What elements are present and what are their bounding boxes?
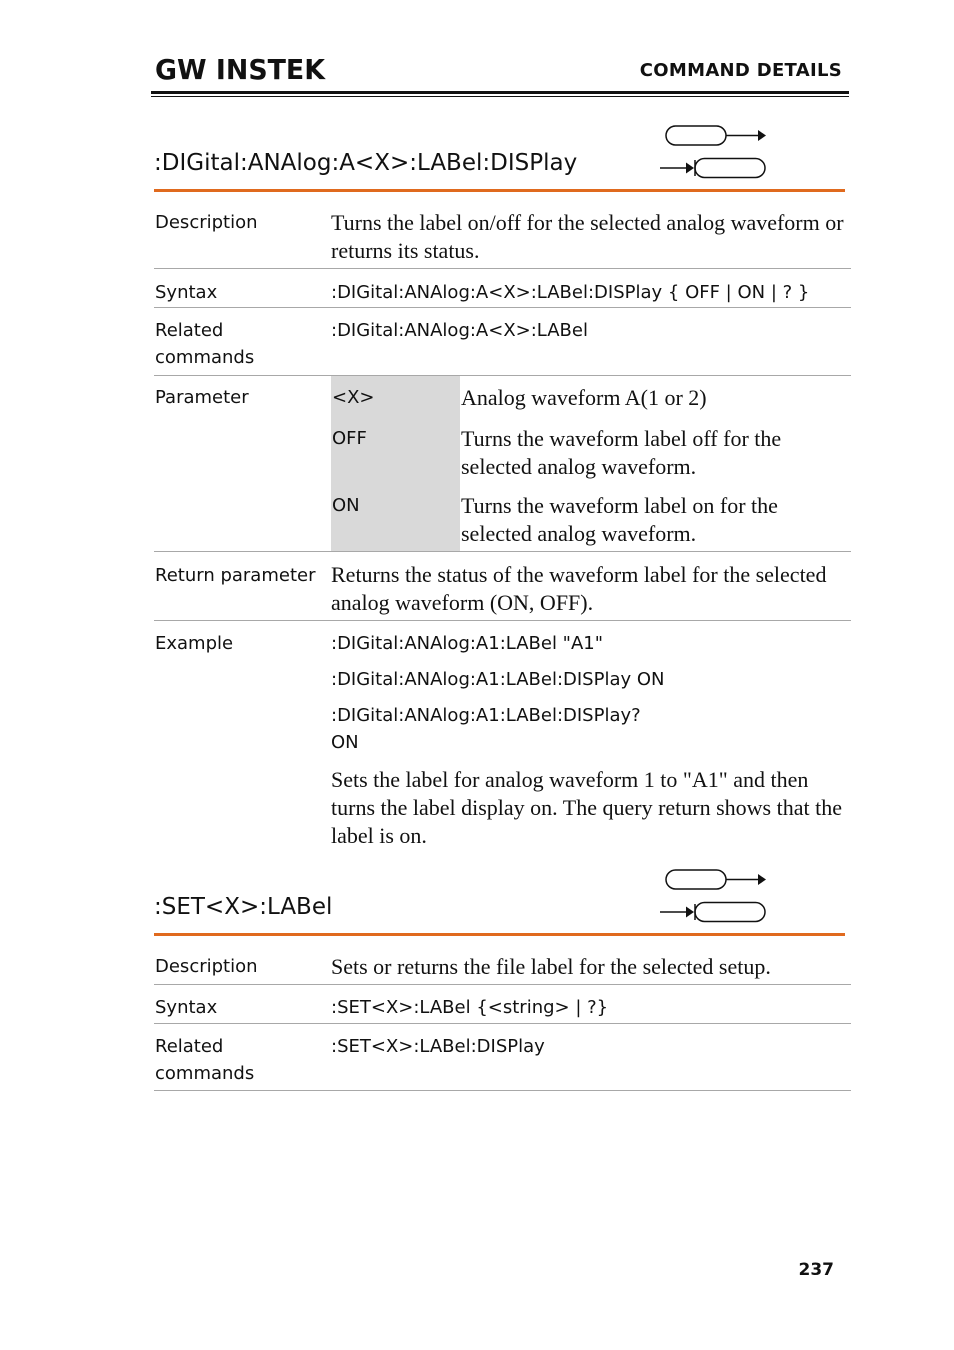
parameter-key: <X> [332,387,375,408]
row-divider [154,984,851,985]
svg-text:GW INSTEK: GW INSTEK [155,53,327,84]
row-divider [154,1023,851,1024]
related-text: :DIGital:ANAlog:A<X>:LABel [331,320,588,341]
parameter-key: ON [332,495,360,516]
row-divider [154,268,851,269]
set-query-icon [658,122,770,180]
return-label: Return parameter [155,565,316,586]
related-label: Related commands [155,320,255,368]
syntax-text: :DIGital:ANAlog:A<X>:LABel:DISPlay { OFF | ON | ? } [331,282,810,303]
description-text: Turns the label on/off for the selected analog waveform or returns its status. [331,210,844,263]
command-title-rule [154,189,845,192]
parameter-desc: Turns the waveform label on for the selected analog waveform. [461,493,778,546]
parameter-desc: Analog waveform A(1 or 2) [461,385,707,410]
set-query-icon [658,866,770,924]
command-title: :SET<X>:LABel [154,894,333,920]
row-divider [154,620,851,621]
related-text: :SET<X>:LABel:DISPlay [331,1036,545,1057]
example-note: Sets the label for analog waveform 1 to "A1" and then turns the label display on. The query return shows that the label is on. [331,767,842,848]
related-label: Related commands [155,1036,255,1084]
description-label: Description [155,212,258,233]
header-rule-thin [151,96,849,97]
set-command-icon [666,870,766,889]
row-divider [154,307,851,308]
example-line: :DIGital:ANAlog:A1:LABel:DISPlay? [331,705,641,726]
example-label: Example [155,633,234,654]
page-number: 237 [798,1260,834,1280]
command-title-rule [154,933,845,936]
parameter-desc: Turns the waveform label off for the selected analog waveform. [461,426,782,479]
query-command-icon [660,159,765,178]
header-section-title: COMMAND DETAILS [639,60,842,81]
syntax-text: :SET<X>:LABel {<string> | ?} [331,997,609,1018]
command-title: :DIGital:ANAlog:A<X>:LABel:DISPlay [154,150,578,176]
row-divider [154,1090,851,1091]
parameter-label: Parameter [155,387,249,408]
syntax-label: Syntax [155,282,218,303]
set-command-icon [666,126,766,145]
return-text: Returns the status of the waveform label for the selected analog waveform (ON, OFF). [331,562,827,615]
example-line: ON [331,732,359,753]
query-command-icon [660,903,765,922]
description-text: Sets or returns the file label for the selected setup. [331,954,771,979]
example-line: :DIGital:ANAlog:A1:LABel:DISPlay ON [331,669,665,690]
parameter-key: OFF [332,428,367,449]
example-line: :DIGital:ANAlog:A1:LABel "A1" [331,633,603,654]
row-divider [154,551,851,552]
gw-instek-logo [155,52,327,84]
header-rule [151,91,849,94]
syntax-label: Syntax [155,997,218,1018]
description-label: Description [155,956,258,977]
row-divider [154,375,851,376]
